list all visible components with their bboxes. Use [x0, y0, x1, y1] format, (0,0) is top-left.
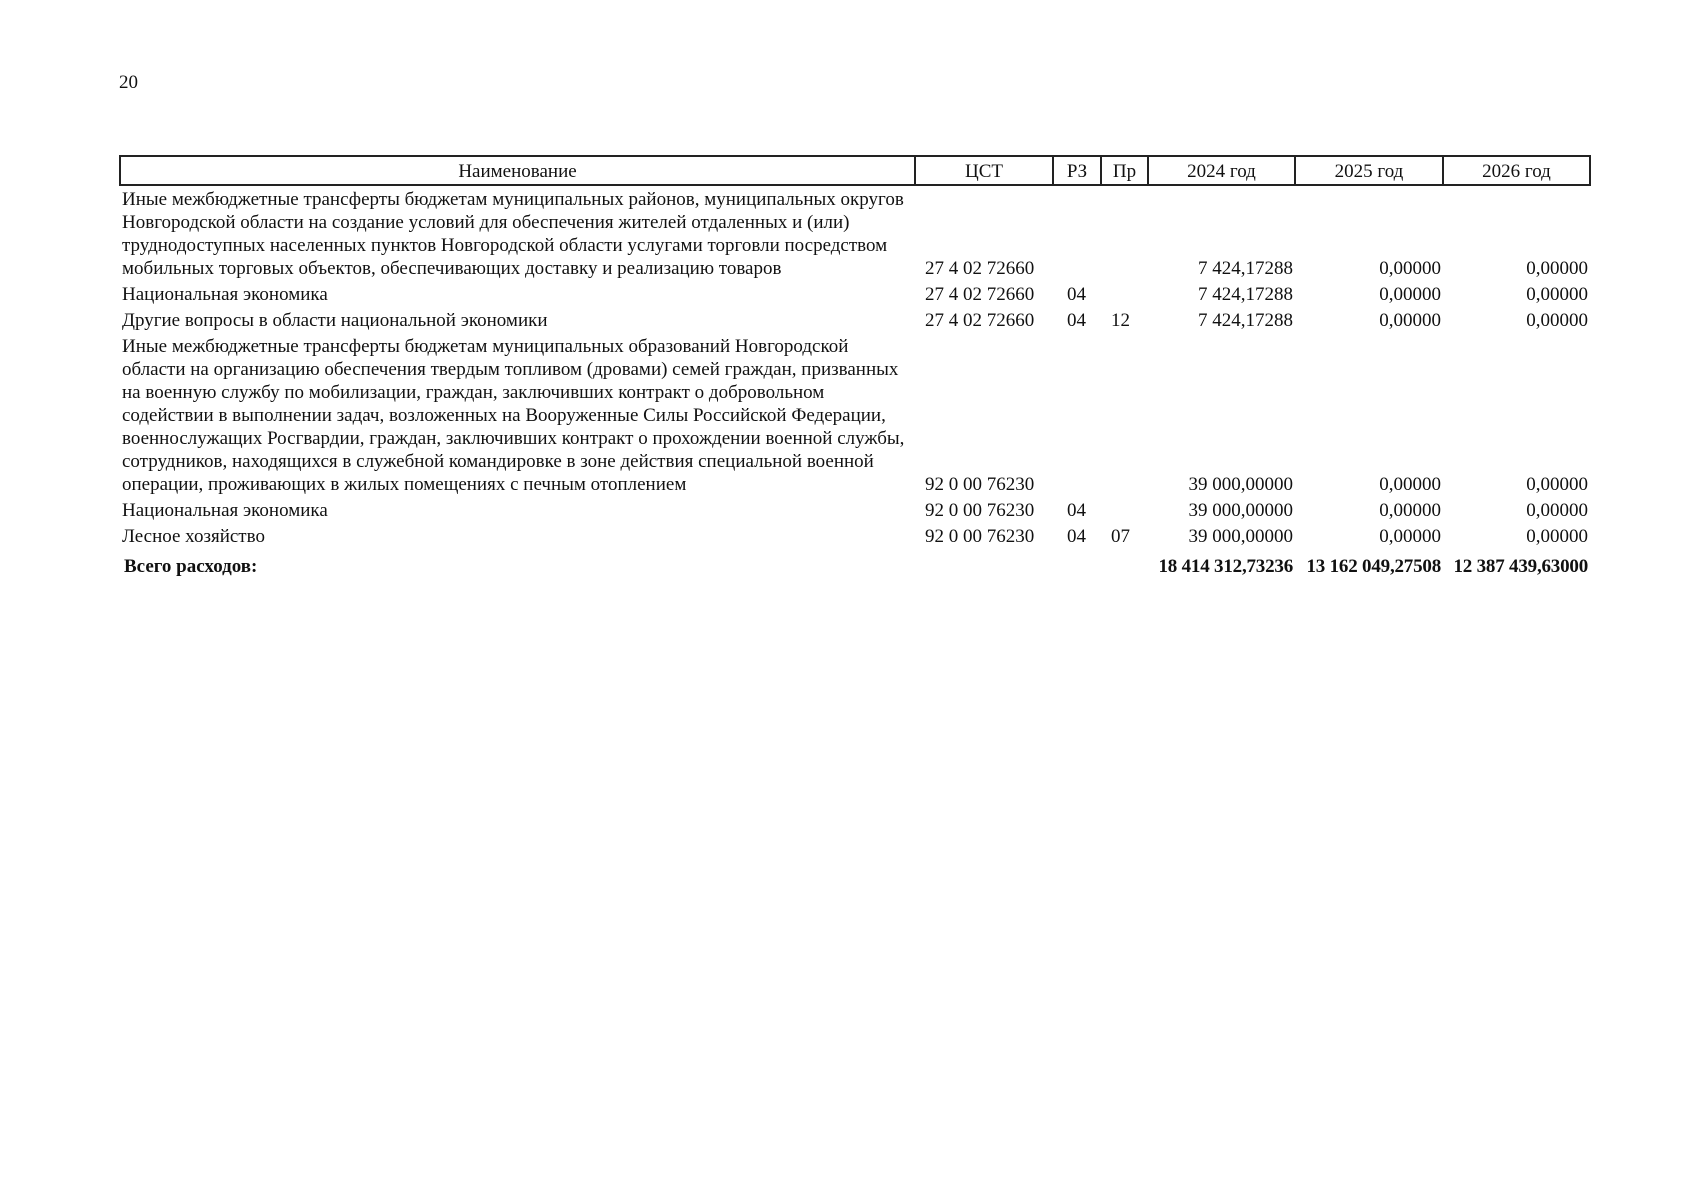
budget-table — [119, 155, 1591, 579]
row-cst: 27 4 02 72660 — [925, 284, 1035, 305]
total-2026: 12 387 439,63000 — [1453, 556, 1588, 577]
row-rz — [1053, 333, 1101, 497]
row-2025: 0,00000 — [1379, 474, 1441, 495]
total-cst — [915, 549, 1053, 579]
row-2025: 0,00000 — [1379, 258, 1441, 279]
row-rz: 04 — [1067, 500, 1086, 521]
row-name: Иные межбюджетные трансферты бюджетам муниципальных районов, муниципальных округов Новгородской области на создание условий для обеспечения жителей отдаленных и (или) труднодоступных населенных пунктов Новгородской области услугами торговли посредством мобильных торговых объектов, обеспечивающих доставку и реализацию товаров — [122, 189, 904, 279]
row-rz: 04 — [1067, 310, 1086, 331]
table-row — [120, 307, 1590, 333]
row-2024: 7 424,17288 — [1198, 284, 1293, 305]
row-2026: 0,00000 — [1526, 500, 1588, 521]
row-name: Лесное хозяйство — [122, 526, 265, 547]
page-number: 20 — [119, 72, 138, 93]
row-cst: 27 4 02 72660 — [925, 310, 1035, 331]
row-cst: 92 0 00 76230 — [925, 500, 1035, 521]
row-cst: 92 0 00 76230 — [925, 526, 1035, 547]
row-name: Национальная экономика — [122, 500, 328, 521]
row-rz: 04 — [1067, 284, 1086, 305]
row-2026: 0,00000 — [1526, 258, 1588, 279]
row-2024: 7 424,17288 — [1198, 258, 1293, 279]
row-2024: 39 000,00000 — [1188, 474, 1293, 495]
table-header-row — [120, 156, 1590, 185]
row-pr — [1101, 281, 1148, 307]
row-2024: 39 000,00000 — [1188, 500, 1293, 521]
row-2024: 7 424,17288 — [1198, 310, 1293, 331]
row-cst: 27 4 02 72660 — [925, 258, 1035, 279]
total-pr — [1101, 549, 1148, 579]
row-name: Национальная экономика — [122, 284, 328, 305]
row-2025: 0,00000 — [1379, 500, 1441, 521]
header-2025: 2025 год — [1295, 156, 1443, 185]
header-name: Наименование — [120, 156, 915, 185]
total-2024: 18 414 312,73236 — [1158, 556, 1293, 577]
header-pr: Пр — [1101, 156, 1148, 185]
row-2026: 0,00000 — [1526, 284, 1588, 305]
row-2025: 0,00000 — [1379, 310, 1441, 331]
header-rz: РЗ — [1053, 156, 1101, 185]
row-pr — [1101, 185, 1148, 281]
row-cst: 92 0 00 76230 — [925, 474, 1035, 495]
total-2025: 13 162 049,27508 — [1306, 556, 1441, 577]
row-pr: 07 — [1111, 526, 1130, 547]
row-name: Другие вопросы в области национальной экономики — [122, 310, 548, 331]
row-2025: 0,00000 — [1379, 284, 1441, 305]
table-row — [120, 185, 1590, 281]
header-2024: 2024 год — [1148, 156, 1295, 185]
row-pr — [1101, 497, 1148, 523]
row-2026: 0,00000 — [1526, 474, 1588, 495]
row-2026: 0,00000 — [1526, 526, 1588, 547]
row-pr: 12 — [1111, 310, 1130, 331]
row-rz — [1053, 185, 1101, 281]
total-row — [120, 549, 1590, 579]
table-row — [120, 497, 1590, 523]
header-cst: ЦСТ — [915, 156, 1053, 185]
row-name: Иные межбюджетные трансферты бюджетам муниципальных образований Новгородской области на организацию обеспечения твердым топливом (дровами) семей граждан, призванных на военную службу по мобилизации, граждан, заключивших контракт о добровольном содействии в выполнении задач, возложенных на Вооруженные Силы Российской Федерации, военнослужащих Росгвардии, граждан, заключивших контракт о прохождении военной службы, сотрудников, находящихся в служебной командировке в зоне действия специальной военной операции, проживающих в жилых помещениях с печным отоплением — [122, 336, 905, 495]
table-row — [120, 333, 1590, 497]
table-row — [120, 523, 1590, 549]
header-2026: 2026 год — [1443, 156, 1590, 185]
row-2024: 39 000,00000 — [1188, 526, 1293, 547]
row-2026: 0,00000 — [1526, 310, 1588, 331]
table-row — [120, 281, 1590, 307]
row-2025: 0,00000 — [1379, 526, 1441, 547]
row-rz: 04 — [1067, 526, 1086, 547]
row-pr — [1101, 333, 1148, 497]
total-label: Всего расходов: — [124, 556, 258, 577]
total-rz — [1053, 549, 1101, 579]
